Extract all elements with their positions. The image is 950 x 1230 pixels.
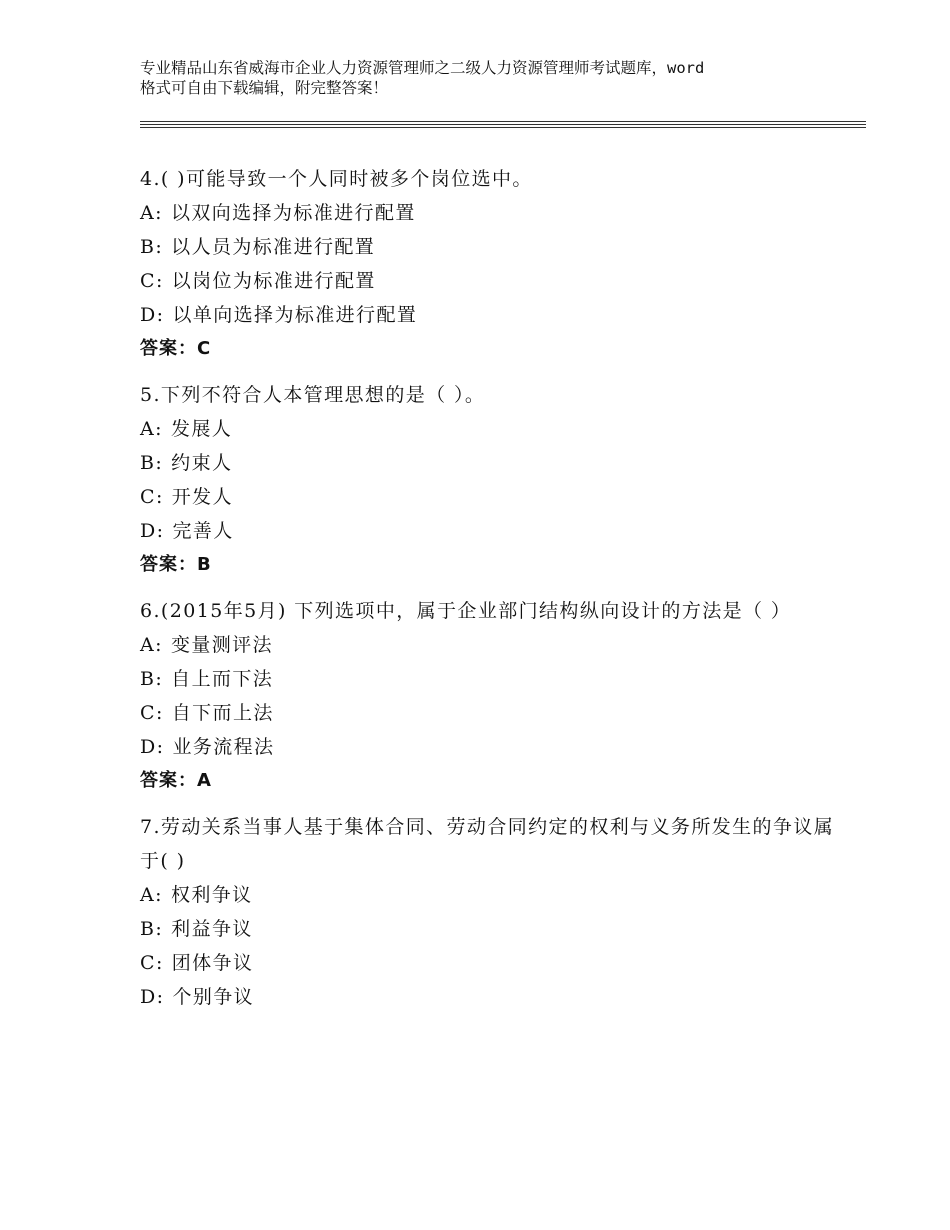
option-a — [140, 628, 840, 662]
option-key: A: — [140, 418, 163, 440]
option-text: 自下而上法 — [171, 702, 274, 724]
option-d — [140, 298, 840, 332]
question-list — [140, 162, 840, 1026]
question-6 — [140, 594, 840, 798]
option-b — [140, 446, 840, 480]
option-text: 利益争议 — [171, 918, 253, 940]
option-text: 团体争议 — [171, 952, 254, 974]
option-text: 自上而下法 — [171, 668, 274, 690]
question-text: 5.下列不符合人本管理思想的是（ ）。 — [140, 384, 486, 406]
question-5 — [140, 378, 840, 582]
answer: 答案：A — [140, 770, 212, 791]
option-key: B: — [140, 452, 164, 474]
option-a — [140, 412, 840, 446]
option-key: B: — [140, 918, 164, 940]
option-key: D: — [140, 520, 165, 542]
header-rule-top — [140, 121, 866, 122]
option-key: A: — [140, 202, 163, 224]
option-text: 发展人 — [170, 418, 233, 440]
option-b — [140, 230, 840, 264]
option-text: 开发人 — [171, 486, 233, 508]
option-key: B: — [140, 668, 164, 690]
option-key: A: — [140, 634, 163, 656]
option-key: A: — [140, 884, 163, 906]
answer: 答案：C — [140, 338, 212, 359]
question-text: 7.劳动关系当事人基于集体合同、劳动合同约定的权利与义务所发生的争议属于( ) — [140, 816, 835, 872]
header-line-1: 专业精品山东省威海市企业人力资源管理师之二级人力资源管理师考试题库，word — [140, 59, 705, 77]
option-c — [140, 480, 840, 514]
document-header — [140, 58, 840, 98]
option-text: 约束人 — [171, 452, 233, 474]
option-text: 权利争议 — [170, 884, 253, 906]
header-rule-bottom — [140, 127, 866, 128]
option-key: D: — [140, 986, 165, 1008]
option-d — [140, 730, 840, 764]
option-text: 以岗位为标准进行配置 — [171, 270, 376, 292]
header-rule-middle — [140, 124, 866, 125]
question-text: 4.( )可能导致一个人同时被多个岗位选中。 — [140, 168, 533, 190]
question-7 — [140, 810, 840, 1014]
question-4 — [140, 162, 840, 366]
option-text: 以双向选择为标准进行配置 — [170, 202, 416, 224]
option-b — [140, 912, 840, 946]
option-text: 以单向选择为标准进行配置 — [172, 304, 418, 326]
option-text: 个别争议 — [172, 986, 255, 1008]
option-b — [140, 662, 840, 696]
option-key: C: — [140, 952, 164, 974]
option-text: 变量测评法 — [170, 634, 273, 656]
option-d — [140, 980, 840, 1014]
option-key: D: — [140, 736, 165, 758]
answer: 答案：B — [140, 554, 212, 575]
option-c — [140, 696, 840, 730]
question-text: 6.(2015年5月) 下列选项中，属于企业部门结构纵向设计的方法是（ ） — [140, 600, 792, 622]
option-key: C: — [140, 270, 164, 292]
option-d — [140, 514, 840, 548]
header-line-2: 格式可自由下载编辑，附完整答案！ — [140, 79, 389, 97]
option-text: 完善人 — [172, 520, 234, 542]
option-c — [140, 264, 840, 298]
option-key: C: — [140, 702, 164, 724]
option-key: C: — [140, 486, 164, 508]
option-a — [140, 196, 840, 230]
option-text: 以人员为标准进行配置 — [171, 236, 376, 258]
option-c — [140, 946, 840, 980]
option-key: D: — [140, 304, 165, 326]
option-a — [140, 878, 840, 912]
option-text: 业务流程法 — [172, 736, 275, 758]
option-key: B: — [140, 236, 164, 258]
